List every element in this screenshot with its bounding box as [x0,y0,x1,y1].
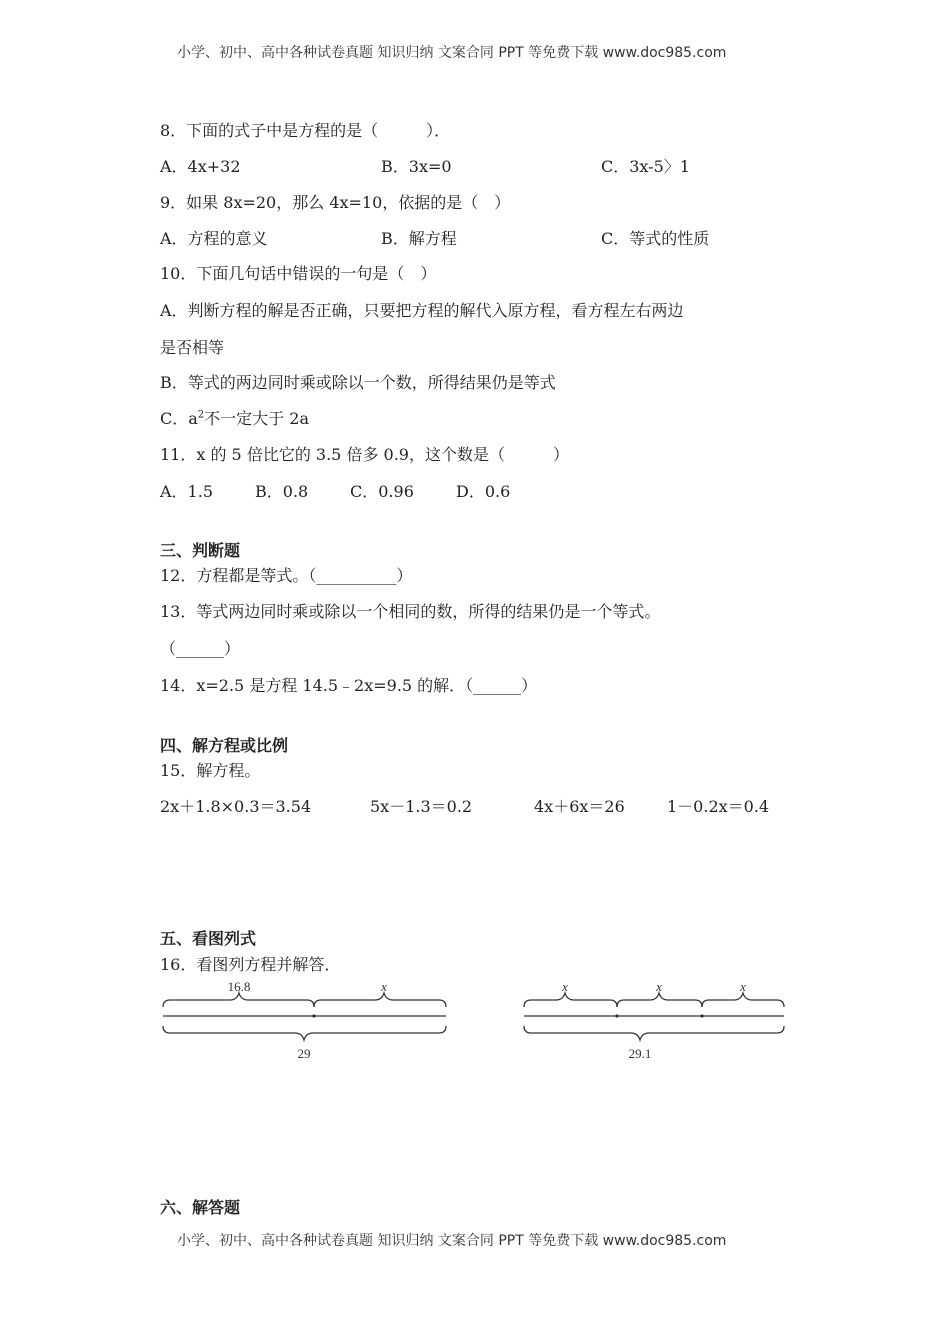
section-4-title: 四、解方程或比例 [160,736,289,755]
question-11-option-a: A．1.5 [160,482,214,501]
question-15-stem: 15．解方程。 [160,761,261,780]
diagram-1-label-total: 29 [297,1046,311,1061]
diagram-1-label-16-8: 16.8 [227,980,251,994]
bottom-brace-29 [163,1026,446,1040]
question-14: 14．x=2.5 是方程 14.5﹣2x=9.5 的解．（______） [160,676,538,695]
page-header: 小学、初中、高中各种试卷真题 知识归纳 文案合同 PPT 等免费下载 www.doc985.com [177,45,727,61]
diagram-2-label-x-1: x [562,980,568,994]
question-10-option-a-line2: 是否相等 [160,338,225,357]
question-8-option-b: B．3x=0 [381,157,452,176]
question-13-line1: 13．等式两边同时乘或除以一个相同的数，所得的结果仍是一个等式。 [160,602,661,621]
section-3-title: 三、判断题 [160,541,241,560]
diagram-2-label-total: 29.1 [628,1046,652,1061]
question-12: 12．方程都是等式。（__________） [160,566,413,585]
question-9-stem: 9．如果 8x=20，那么 4x=10，依据的是（ ） [160,193,511,212]
question-16-stem: 16．看图列方程并解答． [160,955,341,974]
question-11-option-b: B．0.8 [255,482,309,501]
diagram-2-label-x-3: x [740,980,746,994]
question-10-option-c-prefix: C．a [160,409,198,428]
equation-4: 1－0.2x＝0.4 [667,797,770,816]
question-9-option-c: C．等式的性质 [601,229,710,248]
question-10-stem: 10．下面几句话中错误的一句是（ ） [160,264,437,283]
question-11-stem: 11．x 的 5 倍比它的 3.5 倍多 0.9，这个数是（ ） [160,445,569,464]
page-footer: 小学、初中、高中各种试卷真题 知识归纳 文案合同 PPT 等免费下载 www.doc985.com [177,1233,727,1249]
question-10-option-b: B．等式的两边同时乘或除以一个数，所得结果仍是等式 [160,373,556,392]
bottom-brace-29-1 [524,1026,784,1040]
segment-point-1 [615,1014,618,1017]
question-8-option-a: A．4x+32 [160,157,241,176]
question-9-option-a: A．方程的意义 [160,229,268,248]
brace-diagram-1 [155,980,455,1070]
top-brace-16-8 [163,993,314,1007]
diagram-1-label-x: x [381,980,387,994]
top-brace-x [314,993,446,1007]
equation-1: 2x＋1.8×0.3＝3.54 [160,797,312,816]
equation-2: 5x－1.3＝0.2 [370,797,473,816]
question-11-option-d: D．0.6 [456,482,511,501]
question-13-line2: （______） [160,639,241,658]
top-brace-x-2 [617,993,702,1007]
question-10-option-c-suffix: 不一定大于 2a [204,409,309,428]
segment-point [312,1014,315,1017]
question-10-option-c [160,406,309,429]
question-10-option-c-superscript: 2 [197,409,205,421]
section-5-title: 五、看图列式 [160,929,257,948]
question-8-stem: 8．下面的式子中是方程的是（ ）． [160,121,451,140]
top-brace-x-3 [702,993,784,1007]
diagram-2-label-x-2: x [656,980,662,994]
equation-3: 4x＋6x＝26 [534,797,625,816]
brace-diagram-2 [516,980,792,1070]
question-9-option-b: B．解方程 [381,229,457,248]
question-11-option-c: C．0.96 [350,482,414,501]
section-6-title: 六、解答题 [160,1198,241,1217]
segment-point-2 [700,1014,703,1017]
question-10-option-a-line1: A．判断方程的解是否正确，只要把方程的解代入原方程，看方程左右两边 [160,301,684,320]
top-brace-x-1 [524,993,617,1007]
question-8-option-c: C．3x-5〉1 [601,157,690,176]
